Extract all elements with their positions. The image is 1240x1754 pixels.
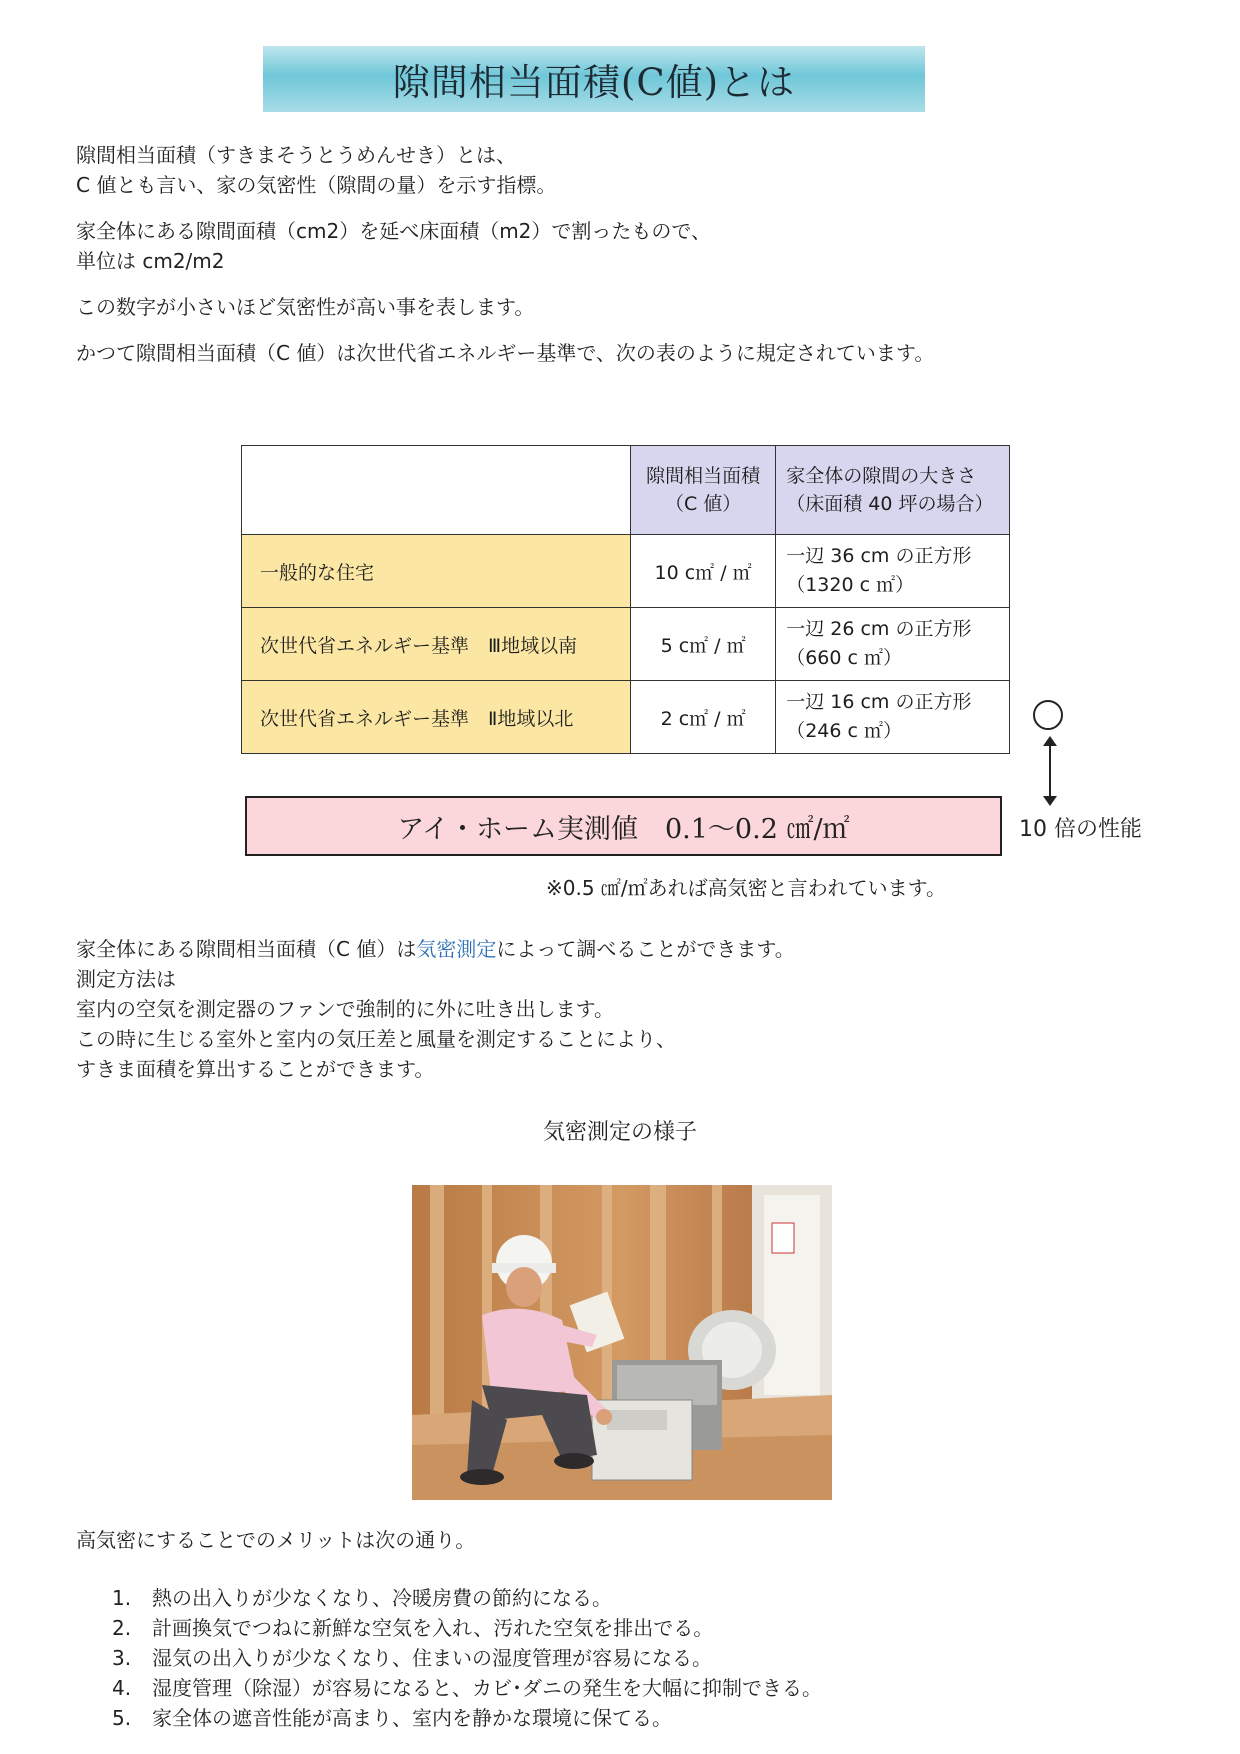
double-arrow-icon	[1049, 744, 1051, 798]
list-item-number: 1.	[112, 1586, 132, 1610]
row-gap-size	[776, 681, 1010, 754]
title-banner	[263, 46, 925, 112]
table-header-gap-size	[776, 446, 1010, 535]
row-c-value: 10 c㎡ / ㎡	[631, 535, 776, 608]
row-label: 次世代省エネルギー基準 Ⅱ地域以北	[242, 681, 631, 754]
table-header-c-value	[631, 446, 776, 535]
method-line1-text-end: によって調べることができます。	[496, 937, 795, 961]
merits-intro: 高気密にすることでのメリットは次の通り。	[76, 1528, 476, 1552]
list-item	[112, 1703, 822, 1733]
method-line1-text: 家全体にある隙間相当面積（C 値）は	[76, 937, 417, 961]
gap-size-line1: 一辺 16 cm の正方形	[786, 691, 972, 713]
photo-illustration	[412, 1185, 832, 1500]
gap-size-line2: （1320 c ㎡）	[786, 574, 915, 596]
method-line1	[76, 934, 795, 964]
c-value-table	[241, 445, 1010, 754]
gap-size-line2: （660 c ㎡）	[786, 647, 902, 669]
intro-calculation	[76, 216, 711, 276]
intro-standard: かつて隙間相当面積（C 値）は次世代省エネルギー基準で、次の表のように規定されています。	[76, 341, 935, 365]
airtight-note: ※0.5 ㎠/㎡あれば高気密と言われています。	[546, 876, 947, 900]
arrow-down-icon	[1043, 796, 1057, 806]
row-label: 一般的な住宅	[242, 535, 631, 608]
table-header-blank	[242, 446, 631, 535]
list-item-text: 湿気の出入りが少なくなり、住まいの湿度管理が容易になる。	[152, 1646, 712, 1670]
table-row	[242, 535, 1010, 608]
gap-size-line1: 一辺 36 cm の正方形	[786, 545, 972, 567]
header-size-line1: 家全体の隙間の大きさ	[786, 465, 977, 487]
list-item-number: 2.	[112, 1616, 132, 1640]
row-gap-size	[776, 535, 1010, 608]
airtightness-test-photo	[412, 1185, 832, 1500]
method-line5: すきま面積を算出することができます。	[76, 1057, 435, 1081]
intro-definition-line2: C 値とも言い、家の気密性（隙間の量）を示す指標。	[76, 173, 557, 197]
list-item	[112, 1673, 822, 1703]
measured-value-box: アイ・ホーム実測値 0.1～0.2 ㎠/㎡	[245, 796, 1002, 856]
list-item	[112, 1583, 822, 1613]
list-item-number: 4.	[112, 1676, 132, 1700]
list-item-number: 5.	[112, 1706, 132, 1730]
list-item	[112, 1643, 822, 1673]
header-c-line2: （C 値）	[664, 493, 742, 515]
intro-definition	[76, 140, 556, 200]
row-label: 次世代省エネルギー基準 Ⅲ地域以南	[242, 608, 631, 681]
table-header-row	[242, 446, 1010, 535]
list-item	[112, 1613, 822, 1643]
method-description	[76, 934, 795, 1084]
row-c-value: 2 c㎡ / ㎡	[631, 681, 776, 754]
list-item-text: 熱の出入りが少なくなり、冷暖房費の節約になる。	[152, 1586, 612, 1610]
list-item-text: 計画換気でつねに新鮮な空気を入れ、汚れた空気を排出でる。	[152, 1616, 714, 1640]
gap-size-line2: （246 c ㎡）	[786, 720, 902, 742]
airtightness-test-link[interactable]: 気密測定	[416, 937, 497, 961]
photo-caption: 気密測定の様子	[542, 1120, 697, 1145]
performance-label: 10 倍の性能	[1019, 817, 1142, 842]
method-line3: 室内の空気を測定器のファンで強制的に外に吐き出します。	[76, 997, 614, 1021]
header-size-line2: （床面積 40 坪の場合）	[786, 493, 994, 515]
intro-definition-line1: 隙間相当面積（すきまそうとうめんせき）とは、	[76, 143, 516, 167]
list-item-number: 3.	[112, 1646, 132, 1670]
intro-calculation-line1: 家全体にある隙間面積（cm2）を延べ床面積（m2）で割ったもので、	[76, 219, 712, 243]
merits-list	[112, 1583, 822, 1733]
header-c-line1: 隙間相当面積	[646, 465, 761, 487]
page-title: 隙間相当面積(C値)とは	[392, 61, 796, 104]
row-c-value: 5 c㎡ / ㎡	[631, 608, 776, 681]
circle-mark-icon	[1033, 700, 1063, 730]
intro-smaller-better: この数字が小さいほど気密性が高い事を表します。	[76, 295, 535, 319]
list-item-text: 湿度管理（除湿）が容易になると、カビ･ダニの発生を大幅に抑制できる。	[152, 1676, 822, 1700]
intro-calculation-line2: 単位は cm2/m2	[76, 249, 225, 273]
table-row	[242, 681, 1010, 754]
table-row	[242, 608, 1010, 681]
gap-size-line1: 一辺 26 cm の正方形	[786, 618, 972, 640]
list-item-text: 家全体の遮音性能が高まり、室内を静かな環境に保てる。	[152, 1706, 672, 1730]
row-gap-size	[776, 608, 1010, 681]
method-line2: 測定方法は	[76, 967, 176, 991]
method-line4: この時に生じる室外と室内の気圧差と風量を測定することにより、	[76, 1027, 676, 1051]
